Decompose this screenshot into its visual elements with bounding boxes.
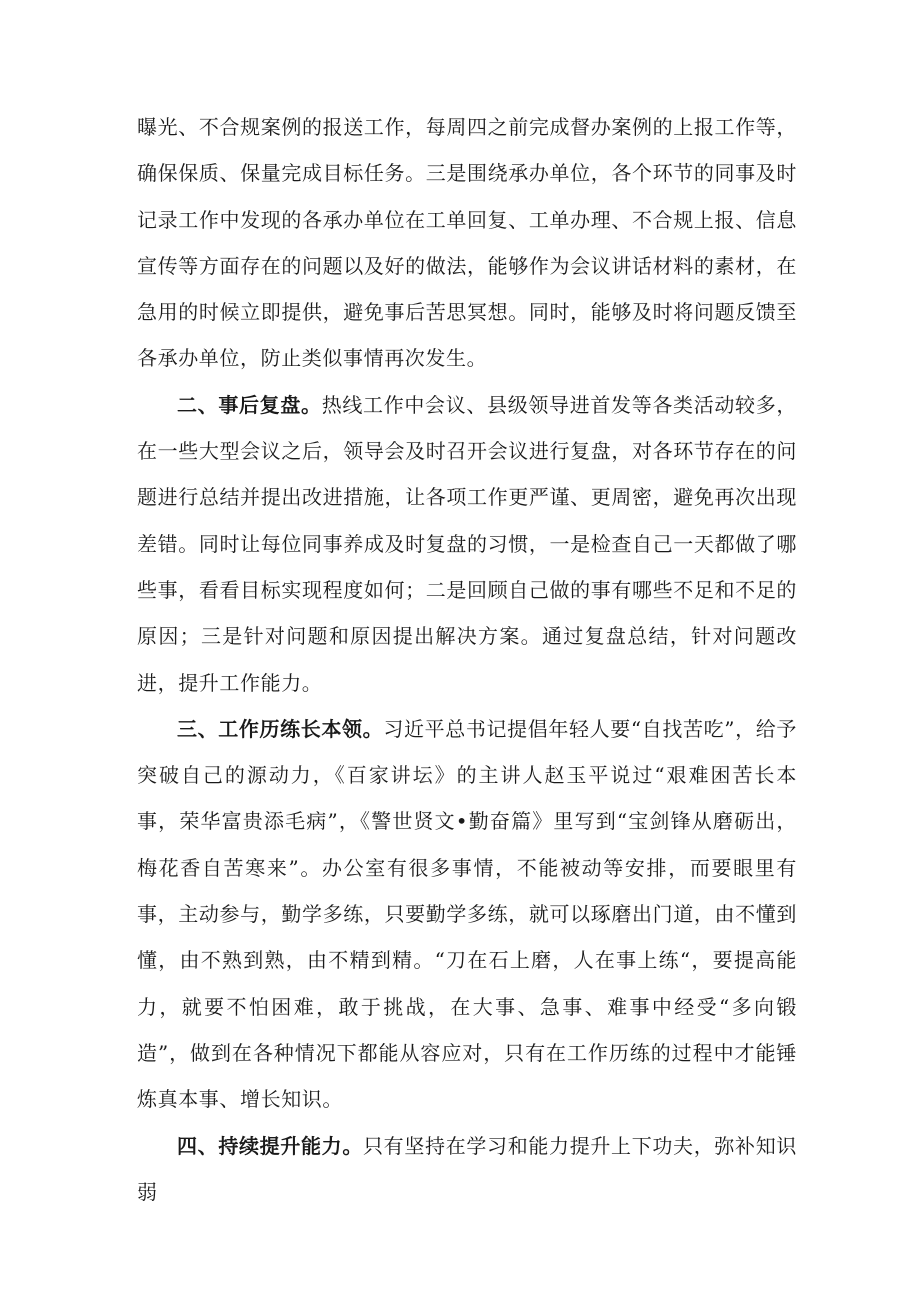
paragraph-text: 热线工作中会议、县级领导进首发等各类活动较多，在一些大型会议之后，领导会及时召开会议进行复盘，对各环节存在的问题进行总结并提出改进措施，让各项工作更严谨、更周密，避免再次出现差错。同时让每位同事养成及时复盘的习惯，一是检查自己一天都做了哪些事，看看目标实现程度如何；二是回顾自己做的事有哪些不足和不足的原因；三是针对问题和原因提出解决方案。通过复盘总结，针对问题改进，提升工作能力。 [137, 392, 797, 695]
paragraph-continued [137, 104, 797, 382]
paragraph-training [137, 706, 797, 1123]
paragraph-text: 只有坚持在学习和能力提升上下功夫，弥补知识弱 [137, 1133, 797, 1204]
paragraph-review [137, 382, 797, 706]
paragraph-text: 习近平总书记提倡年轻人要“自找苦吃”，给予突破自己的源动力，《百家讲坛》的主讲人赵玉平说过“艰难困苦长本事，荣华富贵添毛病”，《警世贤文•勤奋篇》里写到“宝剑锋从磨砺出，梅花香自苦寒来”。办公室有很多事情，不能被动等安排，而要眼里有事，主动参与，勤学多练，只要勤学多练，就可以琢磨出门道，由不懂到懂，由不熟到熟，由不精到精。“刀在石上磨，人在事上练“，要提高能力，就要不怕困难，敢于挑战，在大事、急事、难事中经受“多向锻造”，做到在各种情况下都能从容应对，只有在工作历练的过程中才能锤炼真本事、增长知识。 [137, 716, 797, 1112]
section-heading-training: 三、工作历练长本领。 [177, 716, 384, 741]
paragraph-text: 曝光、不合规案例的报送工作，每周四之前完成督办案例的上报工作等，确保保质、保量完成目标任务。三是围绕承办单位，各个环节的同事及时记录工作中发现的各承办单位在工单回复、工单办理、不合规上报、信息宣传等方面存在的问题以及好的做法，能够作为会议讲话材料的素材，在急用的时候立即提供，避免事后苦思冥想。同时，能够及时将问题反馈至各承办单位，防止类似事情再次发生。 [137, 115, 797, 371]
section-heading-review: 二、事后复盘。 [177, 392, 322, 417]
paragraph-improvement [137, 1123, 797, 1216]
document-body [137, 104, 797, 1215]
section-heading-improvement: 四、持续提升能力。 [177, 1133, 364, 1158]
